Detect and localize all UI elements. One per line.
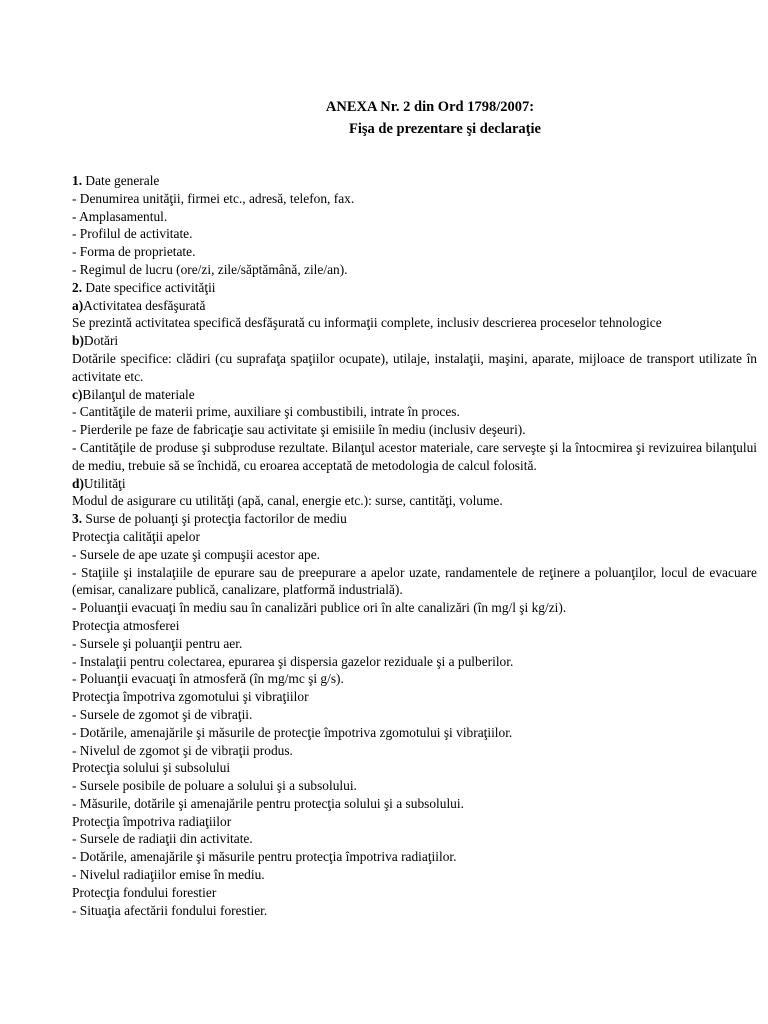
- subsection-letter: b): [72, 333, 84, 349]
- paragraph: Dotările specifice: clădiri (cu suprafaţa spaţiilor ocupate), utilaje, instalaţii, maşini, aparate, mijloace de transport utilizate în activitate etc.: [72, 350, 757, 384]
- section-title: Date specifice activităţii: [82, 279, 216, 295]
- list-item: - Regimul de lucru (ore/zi, zile/săptămână, zile/an).: [72, 261, 348, 277]
- list-item: - Profilul de activitate.: [72, 226, 193, 242]
- list-item: - Poluanţii evacuaţi în mediu sau în canalizări publice ori în alte canalizări (în mg/l şi kg/zi).: [72, 600, 567, 616]
- list-item: - Cantităţile de materii prime, auxiliare şi combustibili, intrate în proces.: [72, 404, 460, 420]
- section-number: 2.: [72, 279, 83, 295]
- subsection-title: Dotări: [83, 333, 119, 349]
- list-item: - Sursele de zgomot şi de vibraţii.: [72, 706, 253, 722]
- list-item: - Sursele posibile de poluare a solului şi a subsolului.: [72, 778, 357, 794]
- list-item: - Sursele de ape uzate şi compuşii acestor ape.: [72, 546, 321, 562]
- list-item: - Pierderile pe faze de fabricaţie sau activitate şi emisiile în mediu (inclusiv deşeuri).: [72, 422, 526, 438]
- subsection-title: Activitatea desfăşurată: [83, 297, 206, 313]
- subsection-title: Bilanţul de materiale: [82, 386, 195, 402]
- topic-heading: Protecţia împotriva radiaţiilor: [72, 813, 232, 829]
- list-item: - Dotările, amenajările şi măsurile de protecţie împotriva zgomotului şi vibraţiilor.: [72, 724, 513, 740]
- list-item: - Instalaţii pentru colectarea, epurarea şi dispersia gazelor reziduale şi a pulberilor.: [72, 653, 514, 669]
- subsection-letter: a): [72, 297, 84, 313]
- subsection-letter: c): [72, 386, 83, 402]
- list-item: - Nivelul de zgomot şi de vibraţii produs.: [72, 742, 293, 758]
- list-item: - Denumirea unităţii, firmei etc., adresă, telefon, fax.: [72, 190, 355, 206]
- section-title: Surse de poluanţi şi protecţia factorilor de mediu: [82, 511, 347, 527]
- list-item: - Nivelul radiaţiilor emise în mediu.: [72, 867, 265, 883]
- document-subtitle: Fişa de prezentare şi declaraţie: [349, 121, 541, 137]
- list-item: - Staţiile şi instalaţiile de epurare sau de preepurare a apelor uzate, randamentele de reţinere a poluanţilor, locul de evacuare (emisar, canalizare publică, canalizare, platformă industrială).: [72, 564, 757, 598]
- list-item: - Amplasamentul.: [72, 208, 168, 224]
- subsection-title: Utilităţi: [83, 475, 126, 491]
- topic-heading: Protecţia atmosferei: [72, 617, 180, 633]
- list-item: - Cantităţile de produse şi subproduse rezultate. Bilanţul acestor materiale, care serveşte şi la întocmirea şi revizuirea bilanţului de mediu, trebuie să se închidă, cu eroarea acceptată de metodologia de calcul folosită.: [72, 439, 757, 473]
- document-title: ANEXA Nr. 2 din Ord 1798/2007:: [325, 99, 535, 115]
- topic-heading: Protecţia împotriva zgomotului şi vibraţiilor: [72, 689, 309, 705]
- paragraph: Se prezintă activitatea specifică desfăşurată cu informaţii complete, inclusiv descrierea proceselor tehnologice: [72, 315, 662, 331]
- topic-heading: Protecţia calităţii apelor: [72, 528, 200, 544]
- list-item: - Sursele şi poluanţii pentru aer.: [72, 635, 243, 651]
- section-number: 1.: [72, 173, 83, 188]
- section-title: Date generale: [82, 173, 160, 188]
- section-heading-2: [72, 279, 757, 297]
- subsection-heading-a: [72, 297, 757, 315]
- list-item: - Situaţia afectării fondului forestier.: [72, 902, 268, 918]
- subsection-letter: d): [72, 475, 84, 491]
- list-item: - Dotările, amenajările şi măsurile pentru protecţia împotriva radiaţiilor.: [72, 849, 457, 865]
- list-item: - Poluanţii evacuaţi în atmosferă (în mg/mc şi g/s).: [72, 671, 344, 687]
- document-body: [72, 172, 757, 919]
- list-item: - Sursele de radiaţii din activitate.: [72, 831, 253, 847]
- topic-heading: Protecţia solului şi subsolului: [72, 760, 231, 776]
- subsection-heading-b: [72, 332, 757, 350]
- section-heading-1: [72, 172, 757, 190]
- list-item: - Forma de proprietate.: [72, 244, 196, 260]
- section-heading-3: [72, 510, 757, 528]
- subsection-heading-c: [72, 386, 757, 404]
- topic-heading: Protecţia fondului forestier: [72, 884, 217, 900]
- subsection-heading-d: [72, 475, 757, 493]
- paragraph: Modul de asigurare cu utilităţi (apă, canal, energie etc.): surse, cantităţi, volume.: [72, 493, 503, 509]
- section-number: 3.: [72, 511, 83, 527]
- list-item: - Măsurile, dotările şi amenajările pentru protecţia solului şi a subsolului.: [72, 795, 464, 811]
